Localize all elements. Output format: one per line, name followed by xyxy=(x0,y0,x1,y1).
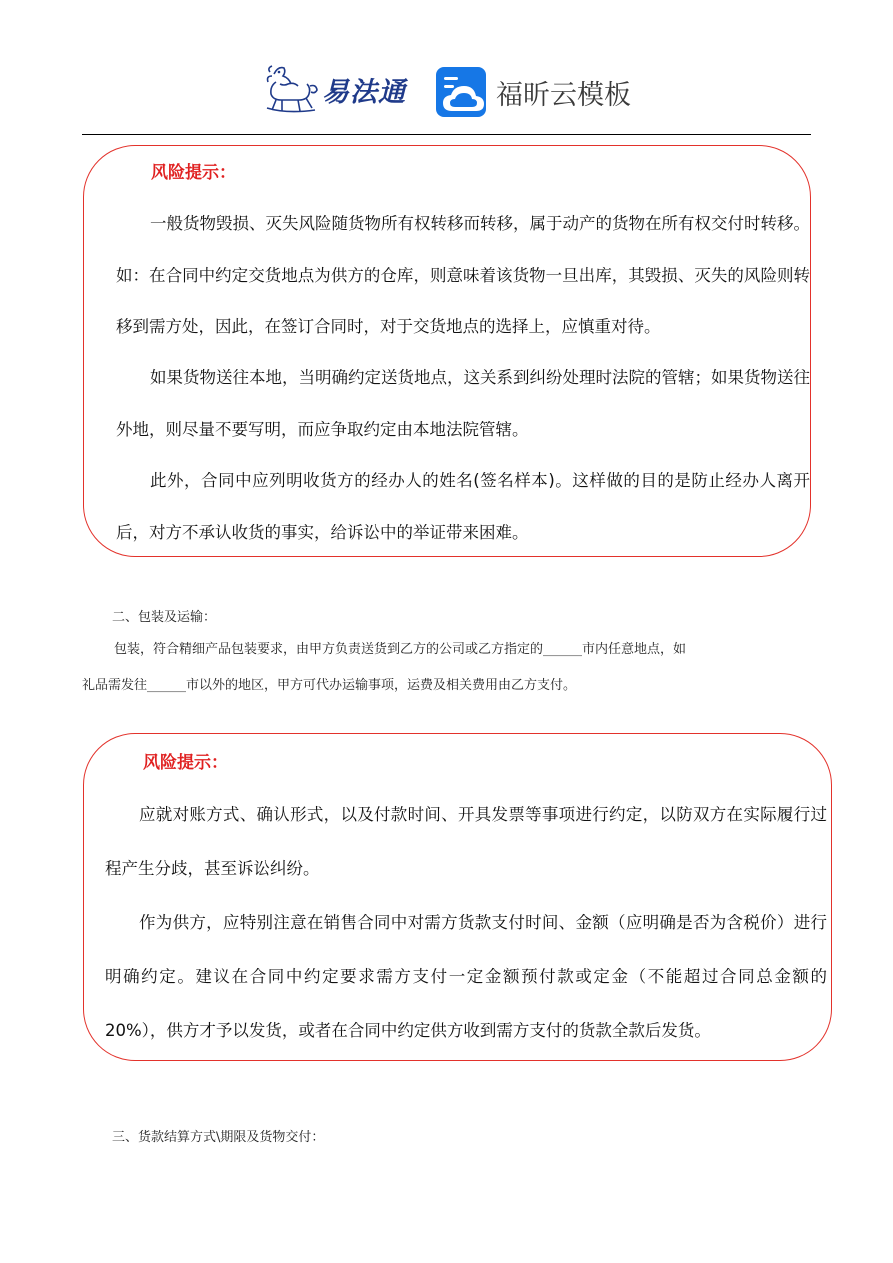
header-divider xyxy=(82,134,811,135)
risk-notice-box-1 xyxy=(83,145,811,557)
risk-notice-title: 风险提示： xyxy=(151,163,236,183)
cloud-template-icon xyxy=(436,67,486,117)
risk-notice-paragraph: 一般货物毁损、灭失风险随货物所有权转移而转移，属于动产的货物在所有权交付时转移。如：在合同中约定交货地点为供方的仓库，则意味着该货物一旦出库，其毁损、灭失的风险则转移到需方处，因此，在签订合同时，对于交货地点的选择上，应慎重对待。 xyxy=(116,214,810,336)
risk-notice-paragraph: 应就对账方式、确认形式，以及付款时间、开具发票等事项进行约定，以防双方在实际履行过程产生分歧，甚至诉讼纠纷。 xyxy=(105,805,827,878)
yifatong-logo-text: 易法通 xyxy=(322,76,406,108)
page-header xyxy=(0,0,893,135)
risk-notice-paragraph: 作为供方，应特别注意在销售合同中对需方货款支付时间、金额（应明确是否为含税价）进行明确约定。建议在合同中约定要求需方支付一定金额预付款或定金（不能超过合同总金额的 20%），供方才予以发货，或者在合同中约定供方收到需方支付的货款全款后发货。 xyxy=(105,913,827,1040)
fuxin-logo-text: 福昕云模板 xyxy=(496,79,631,111)
risk-notice-title: 风险提示： xyxy=(143,753,228,773)
section-paragraph-continued: 礼品需发往______市以外的地区，甲方可代办运输事项，运费及相关费用由乙方支付。 xyxy=(82,678,577,693)
yifatong-logo xyxy=(262,62,406,116)
risk-notice-paragraph: 如果货物送往本地，当明确约定送货地点，这关系到纠纷处理时法院的管辖；如果货物送往外地，则尽量不要写明，而应争取约定由本地法院管辖。 xyxy=(116,368,810,439)
section-heading-payment: 三、货款结算方式\期限及货物交付： xyxy=(112,1130,325,1145)
section-paragraph: 包装，符合精细产品包装要求，由甲方负责送货到乙方的公司或乙方指定的______市内任意地点，如 xyxy=(114,642,687,657)
risk-notice-box-2 xyxy=(83,733,832,1061)
section-heading-packaging: 二、包装及运输： xyxy=(112,610,217,625)
risk-notice-paragraph: 此外，合同中应列明收货方的经办人的姓名(签名样本)。这样做的目的是防止经办人离开后，对方不承认收货的事实，给诉讼中的举证带来困难。 xyxy=(116,471,810,542)
horse-emblem-icon xyxy=(262,62,320,116)
fuxin-logo xyxy=(436,66,631,118)
